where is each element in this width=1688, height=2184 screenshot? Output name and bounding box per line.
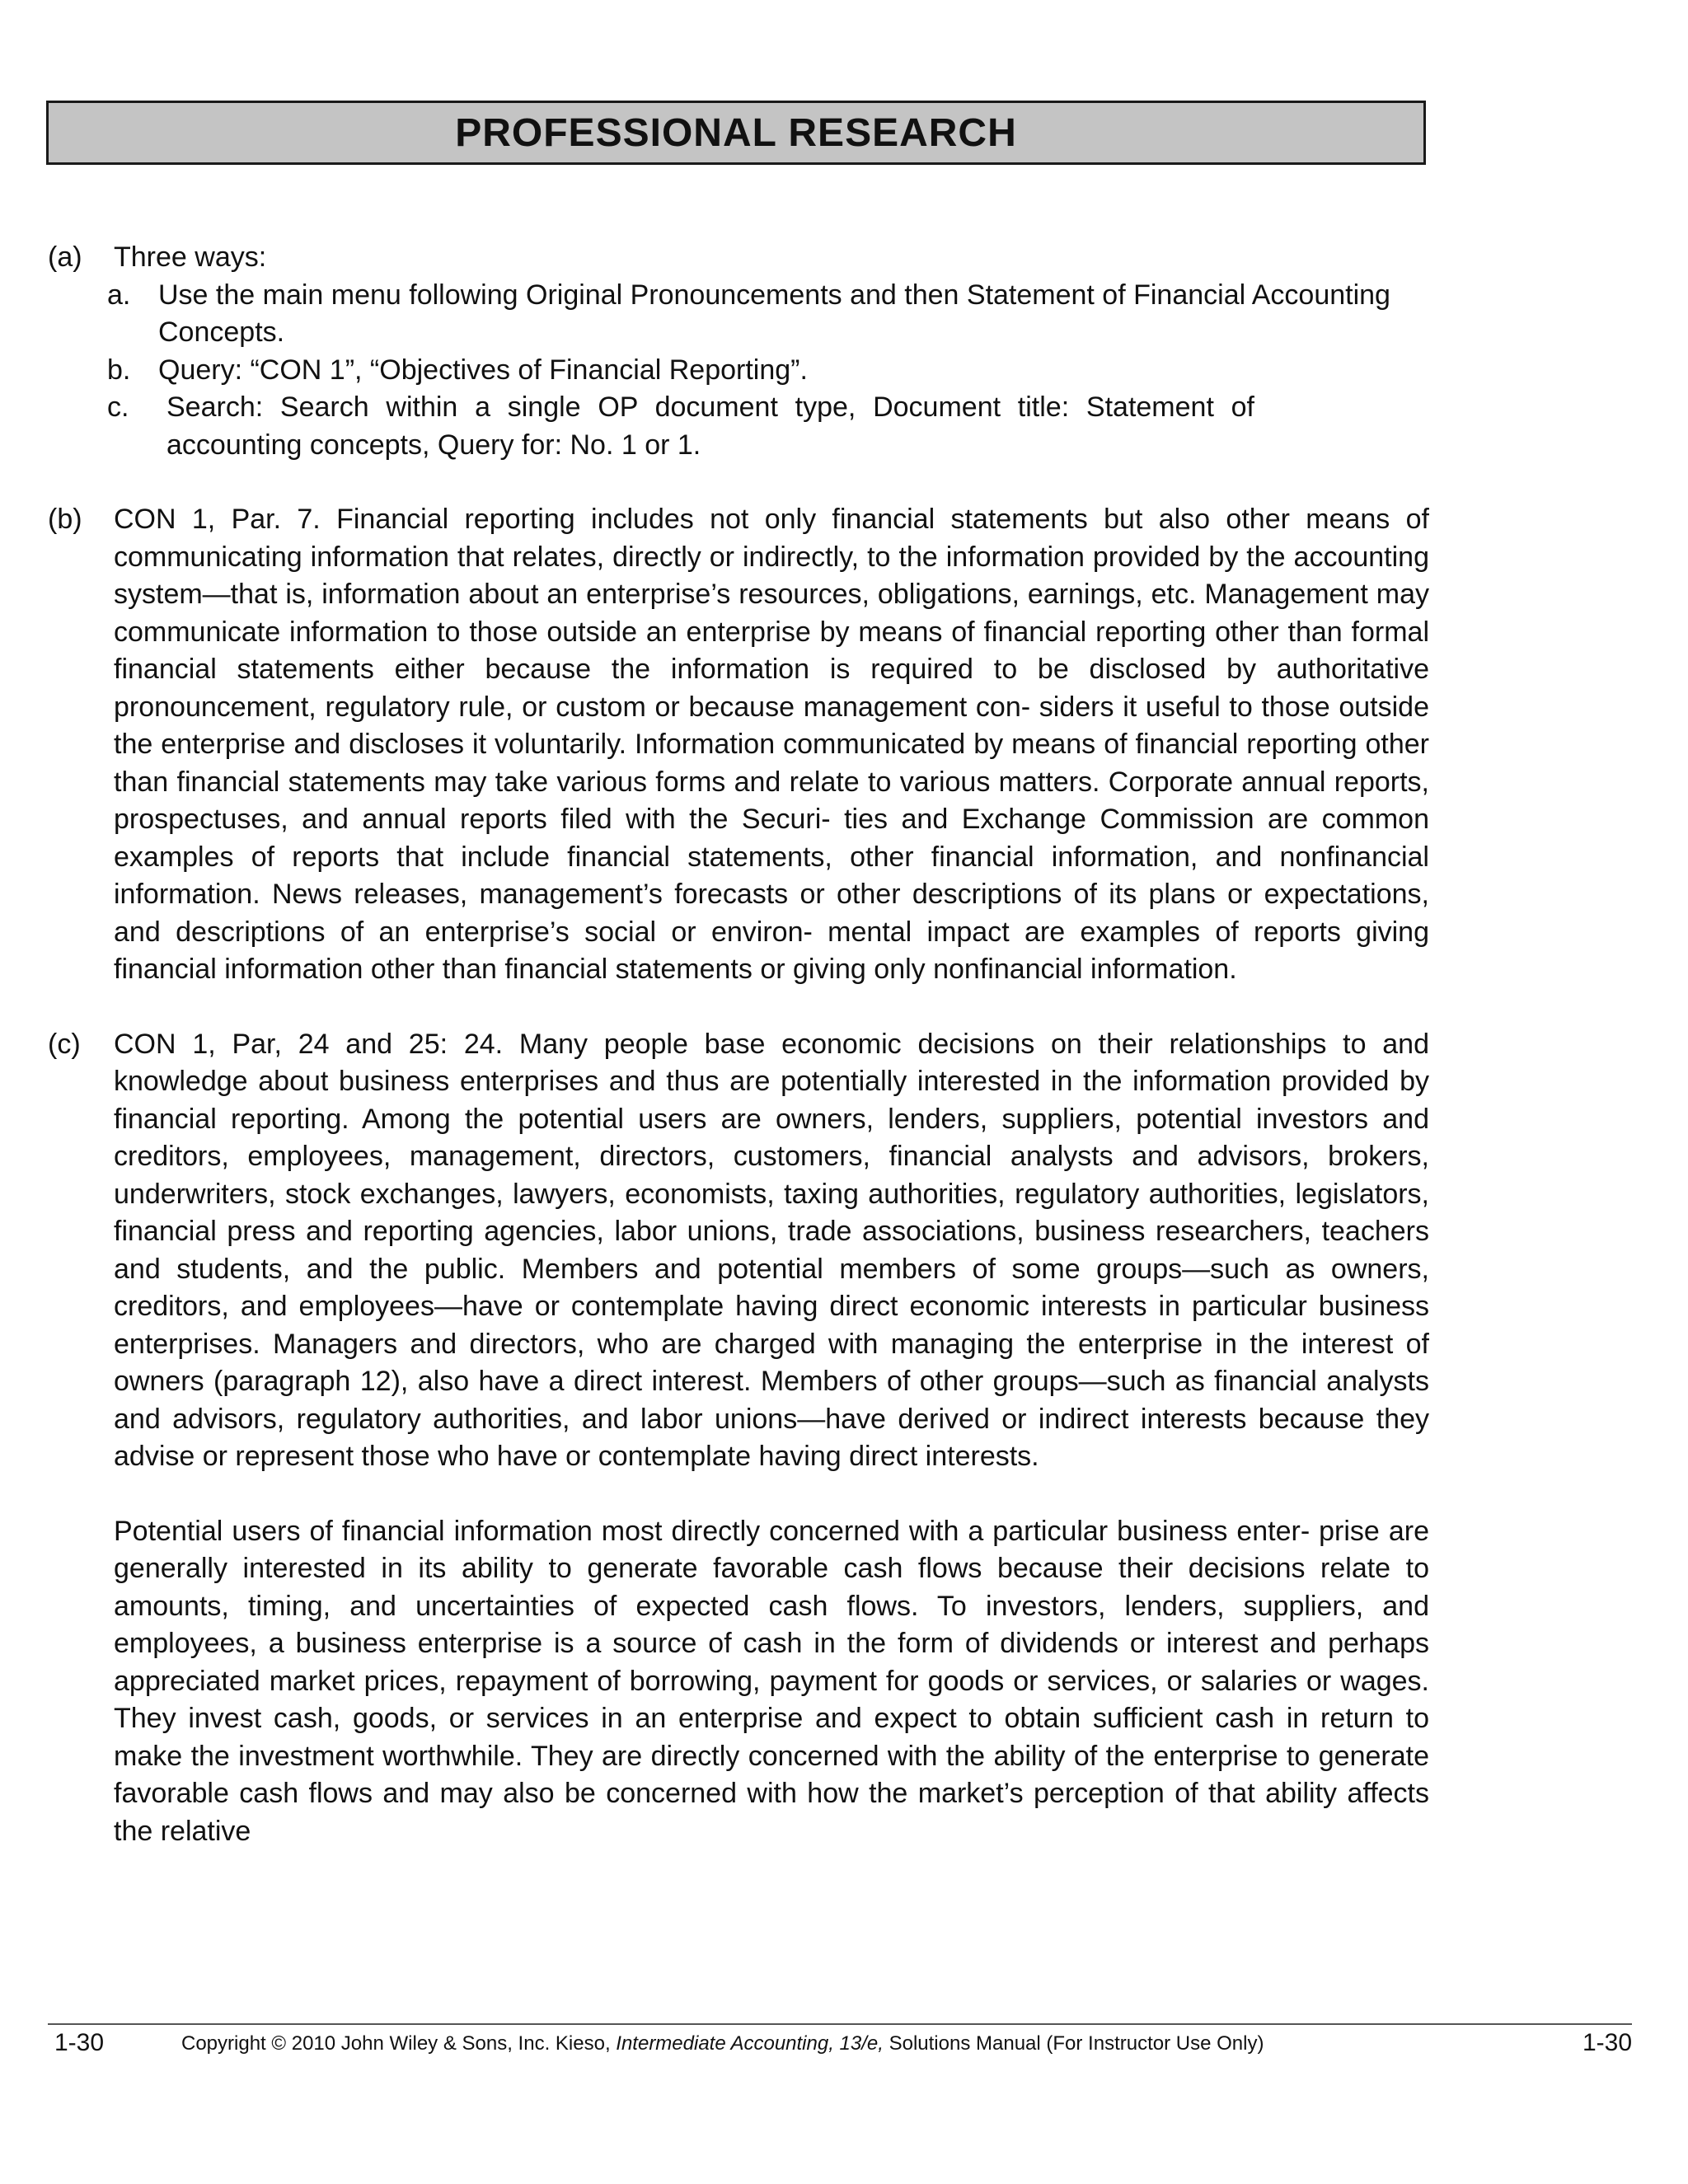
section-b-label: (b)	[48, 504, 82, 535]
section-a-item-b-label: b.	[107, 354, 131, 386]
page-title: PROFESSIONAL RESEARCH	[455, 110, 1017, 155]
section-a-item-c-text: Search: Search within a single OP document type, Document title: Statement of accounting concepts, Query for: No. 1 or 1.	[166, 391, 1254, 461]
footer-page-number-right: 1-30	[1582, 2029, 1632, 2056]
section-c-paragraph-1: CON 1, Par, 24 and 25: 24. Many people base economic decisions on their relationships to and knowledge about business enterprises and thus are potentially interested in the information provided by financial reporting. Among the potential users are owners, lenders, suppliers, potential investors and creditors, employees, management, directors, customers, financial analysts and advisors, brokers, underwriters, stock exchanges, lawyers, economists, taxing authorities, regulatory authorities, legislators, financial press and reporting agencies, labor unions, trade associations, business researchers, teachers and students, and the public. Members and potential members of some groups—such as owners, creditors, and employees—have or contemplate having direct economic interests in particular business enterprises. Managers and directors, who are charged with managing the enterprise in the interest of owners (paragraph 12), also have a direct interest. Members of other groups—such as financial analysts and advisors, regulatory authorities, and labor unions—have derived or indirect interests because they advise or represent those who have or contemplate having direct interests.	[114, 1028, 1429, 1472]
section-a-item-a-text: Use the main menu following Original Pronouncements and then Statement of Financial Accounting Concepts.	[158, 279, 1390, 348]
section-a	[48, 239, 1429, 464]
page-footer	[48, 2029, 1632, 2062]
section-a-item-b-text: Query: “CON 1”, “Objectives of Financial Reporting”.	[158, 354, 808, 386]
section-a-item-b	[107, 352, 1429, 390]
title-box	[46, 101, 1426, 165]
section-c-label: (c)	[48, 1028, 81, 1060]
section-a-item-c	[107, 389, 1429, 464]
section-a-item-a	[107, 277, 1429, 352]
document-body	[48, 239, 1429, 1850]
footer-copyright-prefix: Copyright © 2010 John Wiley & Sons, Inc. Kieso,	[181, 2032, 617, 2055]
footer-copyright-suffix: Solutions Manual (For Instructor Use Only)	[883, 2032, 1264, 2055]
section-b	[48, 501, 1429, 989]
section-c	[48, 1026, 1429, 1851]
section-c-paragraph-2: Potential users of financial information most directly concerned with a particular business enter- prise are generally interested in its ability to generate favorable cash flows because their decisions relate to amounts, timing, and uncertainties of expected cash flows. To investors, lenders, suppliers, and employees, a business enterprise is a source of cash in the form of dividends or interest and perhaps appreciated market prices, repayment of borrowing, payment for goods or services, or salaries or wages. They invest cash, goods, or services in an enterprise and expect to obtain sufficient cash in return to make the investment worthwhile. They are directly concerned with the ability of the enterprise to generate favorable cash flows and may also be concerned with how the market’s perception of that ability affects the relative	[114, 1515, 1429, 1847]
section-a-intro: Three ways:	[114, 241, 267, 273]
footer-book-title: Intermediate Accounting, 13/e,	[616, 2032, 884, 2055]
section-b-text: CON 1, Par. 7. Financial reporting includes not only financial statements but also other means of communicating information that relates, directly or indirectly, to the information provided by the accounting system—that is, information about an enterprise’s resources, obligations, earnings, etc. Management may communicate information to those outside an enterprise by means of financial reporting other than formal financial statements either because the information is required to be disclosed by authoritative pronouncement, regulatory rule, or custom or because management con- siders it useful to those outside the enterprise and discloses it voluntarily. Information communicated by means of financial reporting other than financial statements may take various forms and relate to various matters. Corporate annual reports, prospectuses, and annual reports filed with the Securi- ties and Exchange Commission are common examples of reports that include financial statements, other financial information, and nonfinancial information. News releases, management’s forecasts or other descriptions of its plans or expectations, and descriptions of an enterprise’s social or environ- mental impact are examples of reports giving financial information other than financial statements or giving only nonfinancial information.	[114, 504, 1429, 985]
section-a-label: (a)	[48, 241, 82, 273]
footer-copyright	[181, 2032, 1264, 2055]
footer-page-number-left: 1-30	[54, 2029, 105, 2056]
section-a-item-c-label: c.	[107, 391, 129, 423]
section-a-item-a-label: a.	[107, 279, 131, 311]
footer-divider	[48, 2023, 1632, 2025]
